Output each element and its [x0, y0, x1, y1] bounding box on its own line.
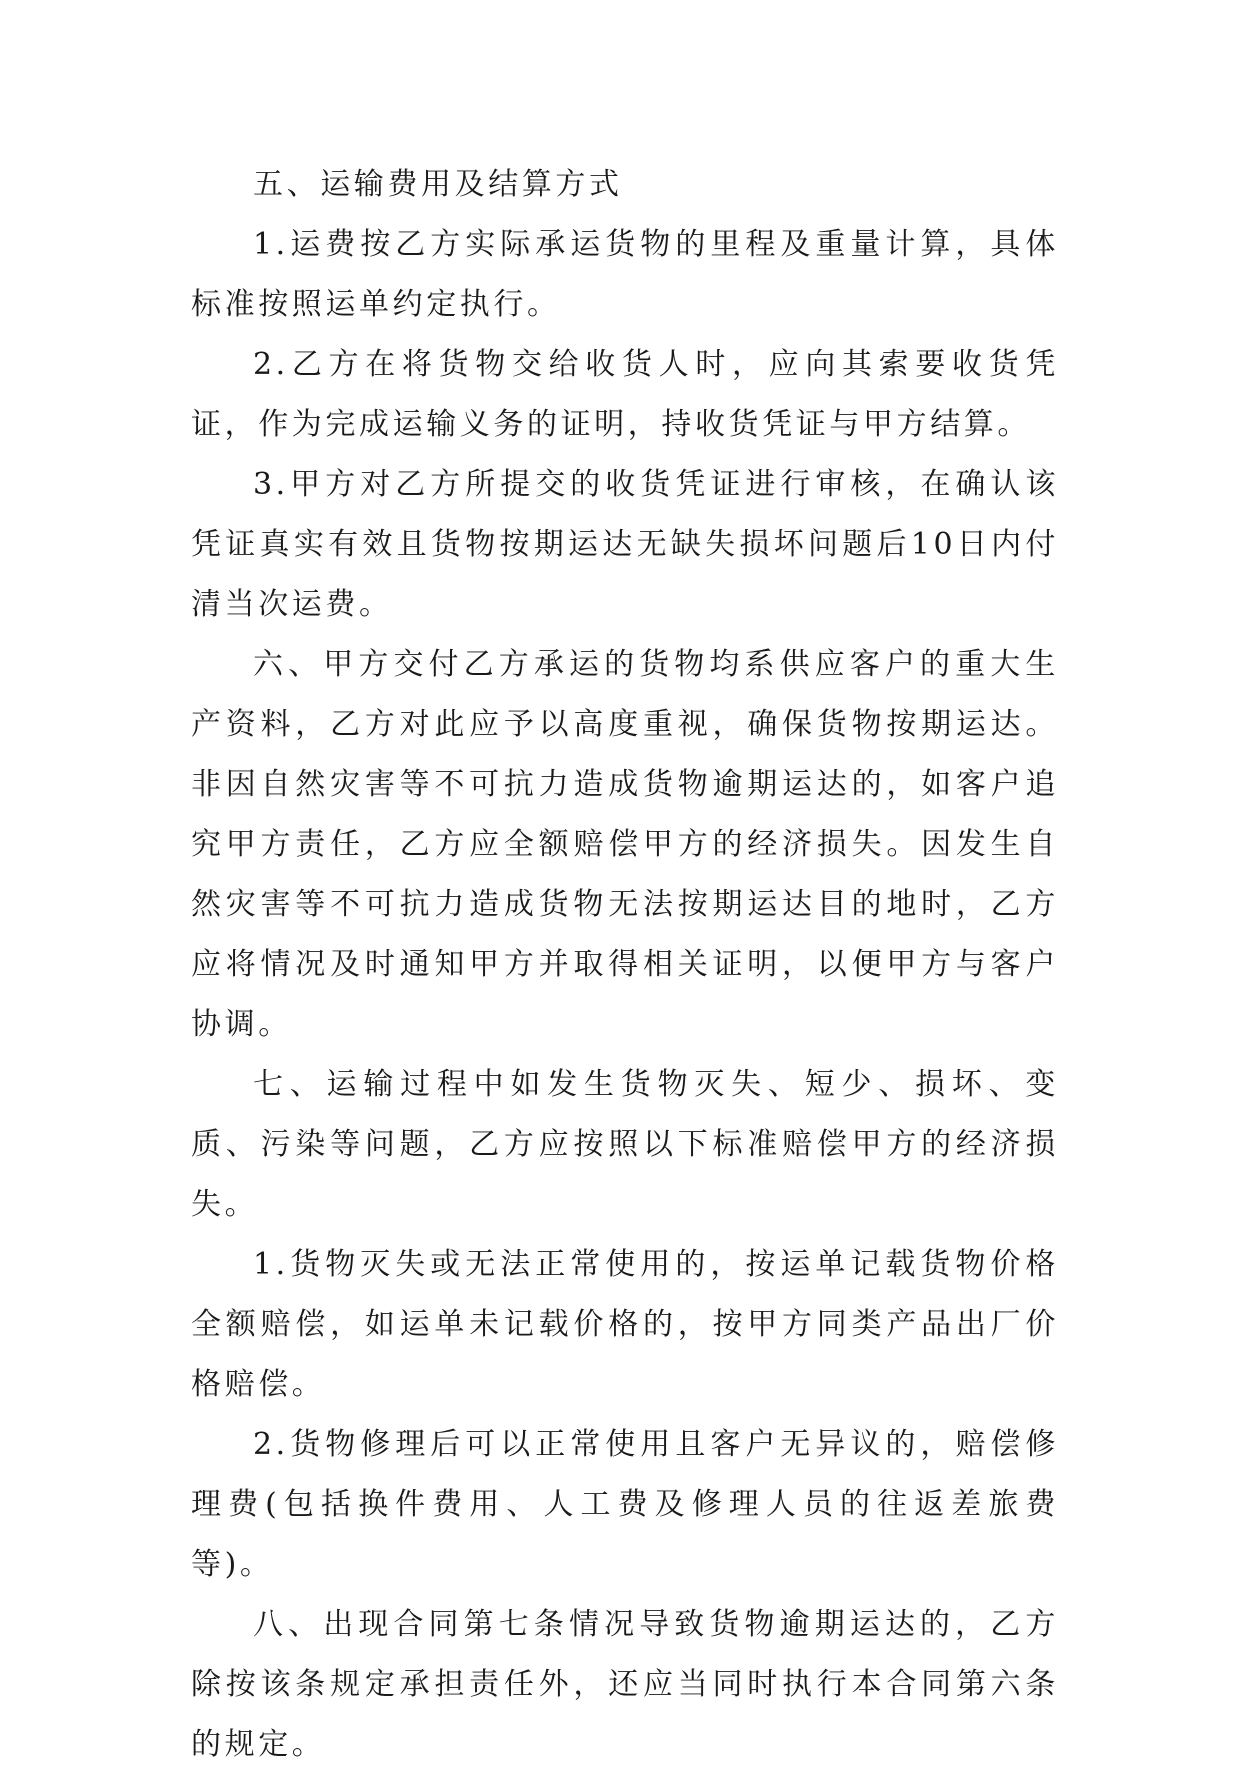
clause-7-2-paragraph: 2.货物修理后可以正常使用且客户无异议的，赔偿修理费(包括换件费用、人工费及修理人员的往返差旅费等)。	[191, 1427, 1059, 1582]
clause-5-2-paragraph: 2.乙方在将货物交给收货人时，应向其索要收货凭证，作为完成运输义务的证明，持收货凭证与甲方结算。	[191, 347, 1059, 442]
clause-7-1-paragraph: 1.货物灭失或无法正常使用的，按运单记载货物价格全额赔偿，如运单未记载价格的，按甲方同类产品出厂价格赔偿。	[191, 1247, 1059, 1402]
section-6-paragraph: 六、甲方交付乙方承运的货物均系供应客户的重大生产资料，乙方对此应予以高度重视，确保货物按期运达。非因自然灾害等不可抗力造成货物逾期运达的，如客户追究甲方责任，乙方应全额赔偿甲方的经济损失。因发生自然灾害等不可抗力造成货物无法按期运达目的地时，乙方应将情况及时通知甲方并取得相关证明，以便甲方与客户协调。	[191, 647, 1059, 1042]
section-7-paragraph: 七、运输过程中如发生货物灭失、短少、损坏、变质、污染等问题，乙方应按照以下标准赔偿甲方的经济损失。	[191, 1067, 1059, 1222]
section-heading-transport-fees: 五、运输费用及结算方式	[253, 167, 623, 202]
document-body	[191, 155, 1059, 1775]
clause-5-1-paragraph: 1.运费按乙方实际承运货物的里程及重量计算，具体标准按照运单约定执行。	[191, 227, 1059, 322]
clause-5-3-paragraph: 3.甲方对乙方所提交的收货凭证进行审核，在确认该凭证真实有效且货物按期运达无缺失损坏问题后10日内付清当次运费。	[191, 467, 1059, 622]
section-8-paragraph: 八、出现合同第七条情况导致货物逾期运达的，乙方除按该条规定承担责任外，还应当同时执行本合同第六条的规定。	[191, 1607, 1059, 1762]
